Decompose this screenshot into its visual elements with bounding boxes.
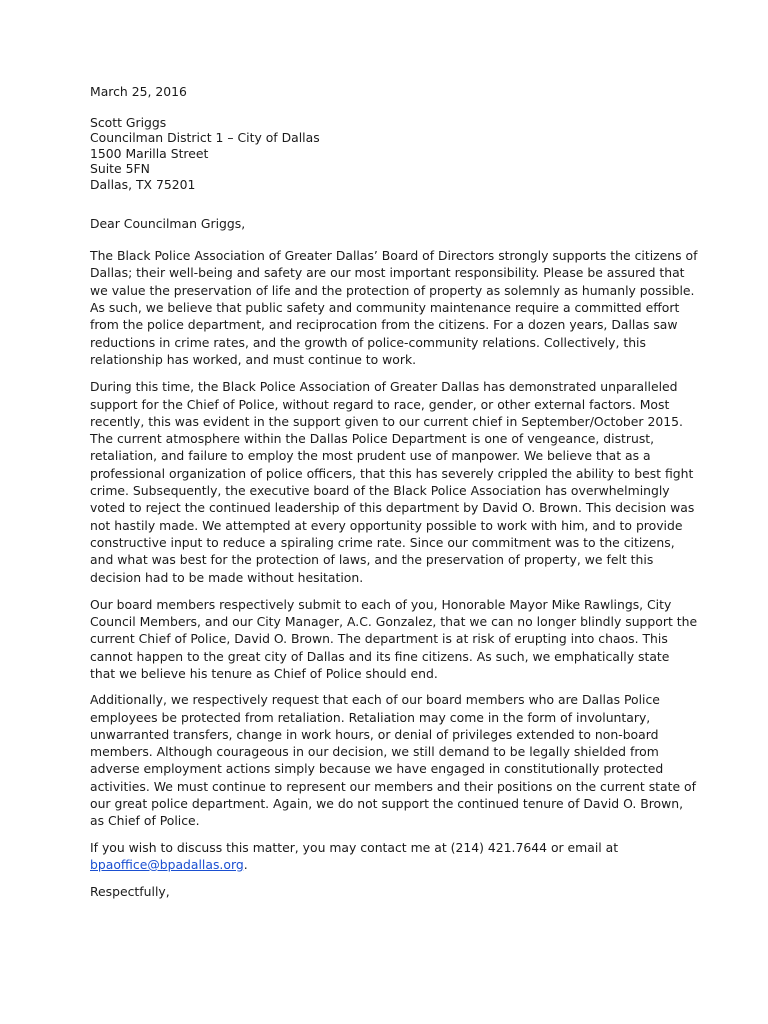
recipient-city: Dallas, TX 75201 <box>90 176 196 192</box>
recipient-name: Scott Griggs <box>90 114 167 130</box>
recipient-address <box>90 115 698 193</box>
contact-period: . <box>243 856 248 872</box>
body-paragraph-1: The Black Police Association of Greater Dallas’ Board of Directors strongly supports the citizens of Dallas; their well-being and safety are our most important responsibility. Please be assured that we value the preservation of life and the protection of property as solemnly as humanly possible. As such, we believe that public safety and community maintenance require a committed effort from the police department, and reciprocation from the citizens. For a dozen years, Dallas saw reductions in crime rates, and the growth of police-community relations. Collectively, this relationship has worked, and must continue to work. <box>90 248 698 367</box>
body-paragraph-4: Additionally, we respectively request that each of our board members who are Dallas Police employees be protected from retaliation. Retaliation may come in the form of involuntary, unwarranted transfers, change in work hours, or denial of privileges extended to non-board members. Although courageous in our decision, we still demand to be legally shielded from adverse employment actions simply because we have engaged in constitutionally protected activities. We must continue to represent our members and their positions on the current state of our great police department. Again, we do not support the continued tenure of David O. Brown, as Chief of Police. <box>90 692 696 829</box>
email-link[interactable]: bpaoffice@bpadallas.org <box>90 856 244 872</box>
recipient-title: Councilman District 1 – City of Dallas <box>90 130 320 146</box>
contact-paragraph <box>90 839 698 874</box>
recipient-suite: Suite 5FN <box>90 161 150 177</box>
body-paragraph-3: Our board members respectively submit to each of you, Honorable Mayor Mike Rawlings, City Council Members, and our City Manager, A.C. Gonzalez, that we can no longer blindly support the current Chief of Police, David O. Brown. The department is at risk of erupting into chaos. This cannot happen to the great city of Dallas and its fine citizens. As such, we emphatically state that we believe his tenure as Chief of Police should end. <box>90 596 698 681</box>
body-paragraph-2: During this time, the Black Police Association of Greater Dallas has demonstrated unparalleled support for the Chief of Police, without regard to race, gender, or other external factors. Most recently, this was evident in the support given to our current chief in September/October 2015. The current atmosphere within the Dallas Police Department is one of vengeance, distrust, retaliation, and failure to employ the most prudent use of manpower. We believe that as a professional organization of police officers, that this has severely crippled the ability to best fight crime. Subsequently, the executive board of the Black Police Association has overwhelmingly voted to reject the continued leadership of this department by David O. Brown. This decision was not hastily made. We attempted at every opportunity possible to work with him, and to provide constructive input to reduce a spiraling crime rate. Since our commitment was to the citizens, and what was best for the protection of laws, and the preservation of property, we felt this decision had to be made without hesitation. <box>90 379 695 585</box>
letter-date: March 25, 2016 <box>90 84 187 99</box>
contact-text: If you wish to discuss this matter, you may contact me at (214) 421.7644 or email at <box>90 839 619 855</box>
closing: Respectfully, <box>90 884 170 900</box>
salutation: Dear Councilman Griggs, <box>90 215 246 231</box>
recipient-street: 1500 Marilla Street <box>90 145 209 161</box>
